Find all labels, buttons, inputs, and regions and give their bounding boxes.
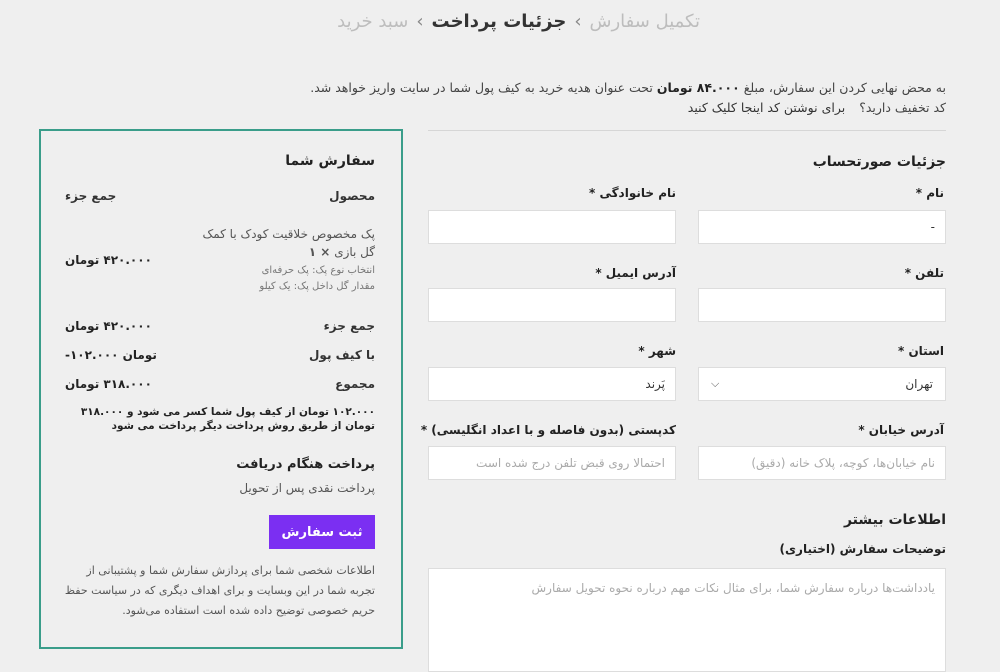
- order-notes-field[interactable]: [428, 568, 946, 672]
- item-name-line2: گل بازی: [334, 245, 375, 259]
- column-subtotal: جمع جزء: [65, 189, 117, 203]
- payment-method-desc: پرداخت نقدی پس از تحویل: [239, 481, 375, 495]
- phone-label: تلفن *: [904, 266, 944, 280]
- notice-suffix: تحت عنوان هدیه خرید به کیف پول شما در سایت واریز خواهد شد.: [310, 80, 653, 95]
- city-label: شهر *: [638, 344, 676, 358]
- last-name-label: نام خانوادگی *: [588, 186, 676, 200]
- coupon-notice: [688, 100, 946, 115]
- breadcrumb-cart[interactable]: سبد خرید: [337, 10, 409, 32]
- item-quantity: × ۱: [308, 245, 331, 259]
- last-name-field[interactable]: [428, 210, 676, 244]
- payment-method-title: پرداخت هنگام دریافت: [236, 457, 375, 472]
- subtotal-value: ۴۲۰.۰۰۰ تومان: [65, 319, 152, 333]
- address-field[interactable]: [698, 446, 946, 480]
- total-value: ۳۱۸.۰۰۰ تومان: [65, 377, 152, 391]
- subtotal-label: جمع جزء: [323, 319, 375, 333]
- total-label: مجموع: [335, 377, 375, 391]
- order-title: سفارش شما: [285, 153, 375, 169]
- first-name-field[interactable]: [698, 210, 946, 244]
- order-item-meta: [259, 263, 375, 295]
- privacy-notice: اطلاعات شخصی شما برای پردازش سفارش شما و پشتیبانی از تجربه شما در این وبسایت و برای اهداف دیگری که در سیاست حفظ حریم خصوصی توضیح داده شده است استفاده می‌شود.: [64, 564, 375, 617]
- breadcrumb-complete: تکمیل سفارش: [589, 10, 700, 32]
- postcode-field[interactable]: [428, 446, 676, 480]
- email-label: آدرس ایمیل *: [595, 266, 676, 280]
- wallet-deduction-note: ۱۰۲.۰۰۰ تومان از کیف پول شما کسر می شود و ۳۱۸.۰۰۰ تومان از طریق روش پرداخت دیگر پرداخت می شود: [80, 406, 375, 432]
- item-pack-type: انتخاب نوع پک: پک حرفه‌ای: [261, 265, 375, 276]
- place-order-button[interactable]: ثبت سفارش: [269, 515, 375, 549]
- state-select[interactable]: [698, 367, 946, 401]
- state-value: تهران: [905, 377, 933, 391]
- email-field[interactable]: [428, 288, 676, 322]
- wallet-label: با کیف پول: [309, 348, 375, 362]
- order-summary: [39, 129, 403, 649]
- state-label: استان *: [897, 344, 944, 358]
- coupon-question: کد تخفیف دارید؟: [859, 100, 946, 115]
- wallet-value: -۱۰۲.۰۰۰ تومان: [65, 348, 157, 362]
- breadcrumb-separator: ›: [574, 10, 582, 32]
- order-notes-label: توضیحات سفارش (اختیاری): [779, 542, 946, 556]
- item-price: ۴۲۰.۰۰۰ تومان: [65, 253, 152, 267]
- billing-title: جزئیات صورتحساب: [812, 154, 946, 170]
- coupon-link[interactable]: برای نوشتن کد اینجا کلیک کنید: [687, 100, 846, 115]
- address-label: آدرس خیابان *: [858, 423, 944, 437]
- item-name-line1: پک مخصوص خلاقیت کودک با کمک: [202, 227, 375, 241]
- notice-prefix: به محض نهایی کردن این سفارش، مبلغ: [743, 80, 946, 95]
- order-item-name: [155, 225, 375, 261]
- breadcrumb: [337, 6, 700, 36]
- breadcrumb-checkout: جزئیات پرداخت: [431, 10, 567, 32]
- column-product: محصول: [329, 189, 375, 203]
- notice-amount: ۸۴.۰۰۰ تومان: [656, 80, 740, 95]
- phone-field[interactable]: [698, 288, 946, 322]
- first-name-label: نام *: [915, 186, 944, 200]
- breadcrumb-separator: ›: [416, 10, 424, 32]
- chevron-down-icon: ⌵: [711, 377, 720, 390]
- wallet-gift-notice: [266, 78, 946, 98]
- postcode-label: کدپستی (بدون فاصله و با اعداد انگلیسی) *: [420, 423, 676, 437]
- city-field[interactable]: [428, 367, 676, 401]
- item-clay-amount: مقدار گل داخل پک: یک کیلو: [259, 281, 375, 292]
- additional-info-title: اطلاعات بیشتر: [843, 512, 946, 528]
- divider: [428, 130, 946, 131]
